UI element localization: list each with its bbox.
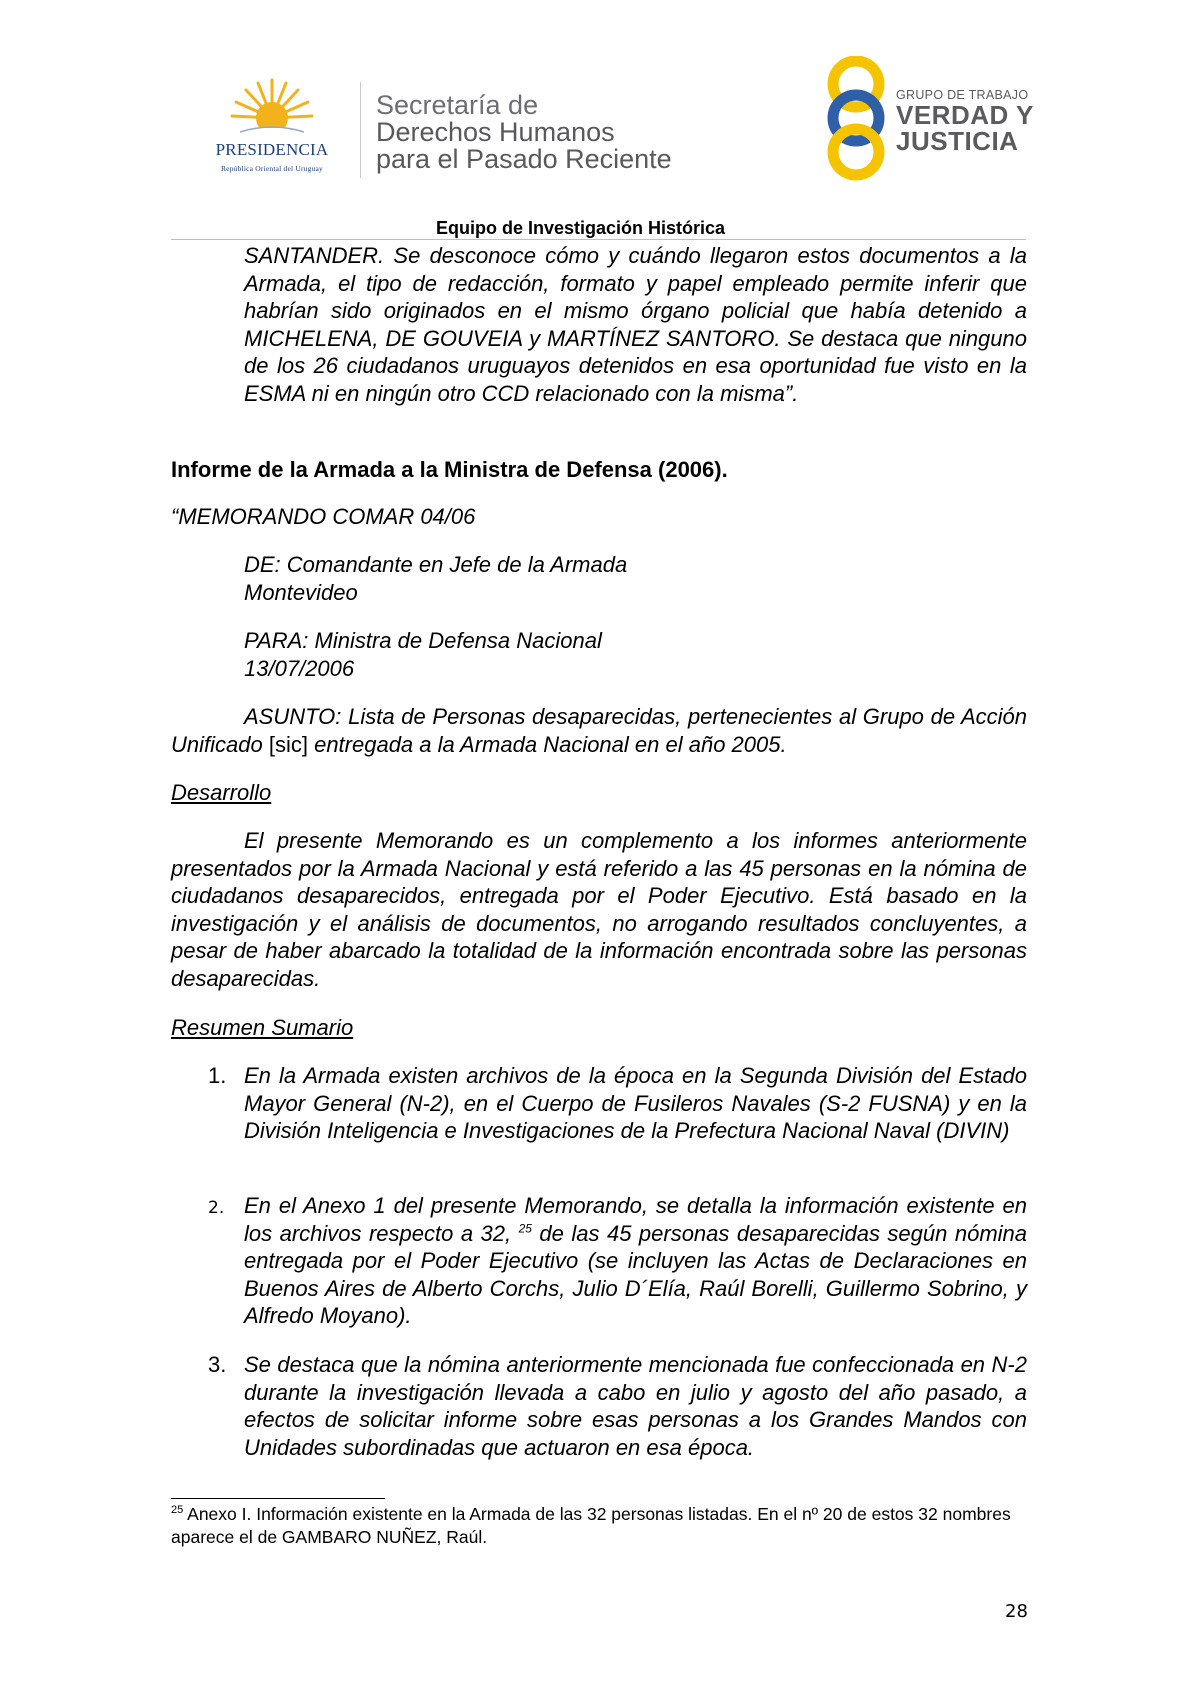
list-item-3: Se destaca que la nómina anteriormente mencionada fue confeccionada en N-2 durante la investigación llevada a cabo en julio y agosto del año pasado, a efectos de solicitar informe sobre esas personas a los Grandes Mandos con Unidades subordinadas que actuaron en esa época. — [244, 1352, 1027, 1460]
vj-justicia: JUSTICIA — [896, 126, 1019, 156]
page-header — [0, 0, 1190, 240]
verdad-justicia-logo — [822, 56, 1052, 181]
memo-from-place: Montevideo — [244, 579, 358, 605]
verdad-justicia-text — [896, 88, 1034, 154]
subject-text-2: entregada a la Armada Nacional en el año 2005. — [307, 731, 787, 757]
footnote-separator — [171, 1498, 385, 1499]
list-item-2-text-b: de las 45 personas desaparecidas según nómina entregada por el Poder Ejecutivo (se incluyen las Actas de Declaraciones en Buenos Aires de Alberto Corchs, Julio D´Elía, Raúl Borelli, Guillermo Sobrino, y Alfredo Moyano). — [244, 1220, 1027, 1329]
header-rule — [171, 239, 1026, 240]
footnote-text: Anexo I. Información existente en la Armada de las 32 personas listadas. En el nº 20 de estos 32 nombres aparece el de GAMBARO NUÑEZ, Raúl. — [171, 1504, 1011, 1547]
memo-subject — [171, 703, 1027, 758]
list-item-3-number: 3. — [208, 1352, 227, 1377]
memo-to — [244, 627, 1027, 682]
desarrollo-heading: Desarrollo — [171, 780, 272, 805]
secretaria-wordmark — [376, 92, 672, 173]
list-item-2-number: 2. — [208, 1198, 225, 1218]
memo-title: “MEMORANDO COMAR 04/06 — [171, 504, 476, 529]
secretaria-line-3: para el Pasado Reciente — [376, 144, 672, 174]
desarrollo-paragraph: El presente Memorando es un complemento a los informes anteriormente presentados por la Armada Nacional y está referido a las 45 personas en la nómina de ciudadanos desaparecidos, entregada por el Poder Ejecutivo. Está basado en la investigación y el análisis de documentos, no arrogando resultados concluyentes, a pesar de haber abarcado la totalidad de la información encontrada sobre las personas desaparecidas. — [171, 828, 1027, 991]
subject-text-1: ASUNTO: Lista de Personas desaparecidas, pertenecientes al Grupo de Acción Unificado — [171, 704, 1027, 757]
quote-continuation: SANTANDER. Se desconoce cómo y cuándo llegaron estos documentos a la Armada, el tipo de redacción, formato y papel empleado permite inferir que habrían sido originados en el mismo órgano policial que había detenido a MICHELENA, DE GOUVEIA y MARTÍNEZ SANTORO. Se destaca que ninguno de los 26 ciudadanos uruguayos detenidos en esa oportunidad fue visto en la ESMA ni en ningún otro CCD relacionado con la misma”. — [244, 243, 1027, 406]
footnote-mark: 25 — [171, 1504, 184, 1517]
memo-from-line: DE: Comandante en Jefe de la Armada — [244, 552, 628, 577]
list-item-1-number: 1. — [208, 1063, 227, 1088]
presidencia-subtitle: República Oriental del Uruguay — [220, 164, 323, 173]
memo-to-date: 13/07/2006 — [244, 655, 355, 681]
resumen-heading: Resumen Sumario — [171, 1015, 354, 1040]
secretaria-line-1: Secretaría de — [376, 90, 539, 120]
memo-from — [244, 551, 1027, 606]
memo-to-line: PARA: Ministra de Defensa Nacional — [244, 628, 602, 653]
sun-emblem-icon — [230, 78, 314, 138]
footnote-reference: 25 — [518, 1221, 532, 1236]
list-item-2-text-a: En el Anexo 1 del presente Memorando, se detalla la información existente en los archivos respecto a 32, — [244, 1193, 1027, 1246]
team-title: Equipo de Investigación Histórica — [436, 218, 726, 238]
secretaria-line-2: Derechos Humanos — [376, 117, 615, 147]
section-heading: Informe de la Armada a la Ministra de Defensa (2006). — [171, 457, 728, 482]
footnote — [171, 1503, 1027, 1549]
presidencia-logo — [196, 78, 348, 178]
vj-verdad: VERDAD Y — [896, 100, 1034, 130]
list-item-1: En la Armada existen archivos de la época en la Segunda División del Estado Mayor General (N-2), en el Cuerpo de Fusileros Navales (S-2 FUSNA) y en la División Inteligencia e Investigaciones de la Prefectura Nacional Naval (DIVIN) — [244, 1063, 1027, 1144]
vj-group-label: GRUPO DE TRABAJO — [896, 88, 1029, 102]
list-item-2 — [244, 1192, 1027, 1330]
interlocking-rings-icon — [822, 56, 890, 181]
logo-divider — [360, 82, 361, 178]
subject-sic: [sic] — [268, 731, 308, 757]
page-number: 28 — [1005, 1601, 1028, 1622]
presidencia-wordmark: PRESIDENCIA — [215, 140, 329, 159]
